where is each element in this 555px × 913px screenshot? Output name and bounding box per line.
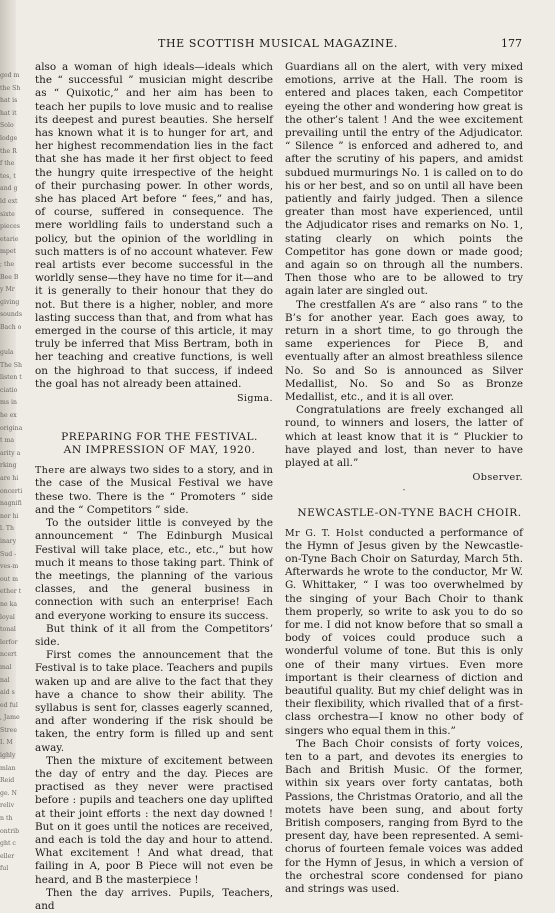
gutter-fragment: arity a bbox=[0, 449, 21, 457]
gutter-fragment: giving bbox=[0, 298, 20, 306]
gutter-fragment: he ex bbox=[0, 412, 17, 420]
gutter-fragment: , Jame bbox=[0, 714, 20, 722]
gutter-fragment: etarie bbox=[0, 235, 19, 243]
gutter-fragment: mlan bbox=[0, 764, 16, 772]
article-signature: Sigma. bbox=[236, 393, 273, 405]
gutter-fragment: listen t bbox=[0, 374, 22, 382]
gutter-fragment: gula bbox=[0, 349, 14, 357]
gutter-fragment bbox=[0, 334, 16, 347]
gutter-fragment: aid s bbox=[0, 689, 15, 697]
gutter-fragment: tes, t bbox=[0, 172, 16, 180]
gutter-fragment: ; the bbox=[0, 260, 15, 268]
festival-paragraph: Congratulations are freely exchanged all round, to winners and losers, the latter of which at least know that it is “ Pluckier to have played and lost, than never to have played at all.” bbox=[285, 404, 523, 470]
gutter-fragment: f the bbox=[0, 160, 15, 168]
gutter-fragment: sounds bbox=[0, 311, 23, 319]
gutter-fragment: tonal bbox=[0, 626, 16, 634]
gutter-fragment: the Sh bbox=[0, 84, 21, 92]
article-heading-festival: PREPARING FOR THE FESTIVAL. bbox=[61, 431, 258, 444]
festival-paragraph: The crestfallen A’s are “ also rans ” to the B’s for another year. Each goes away, to return in a short time, to go through the same experiences for Piece B, and eventually after an almost breathless silence No. So and So is announced as Silver Medallist, No. So and So as Bronze Medallist, etc., and it is all over. bbox=[285, 298, 523, 404]
lead-word: There bbox=[35, 465, 66, 477]
gutter-fragment: ne ka bbox=[0, 600, 18, 608]
gutter-fragment: Stree bbox=[0, 726, 18, 734]
gutter-fragment: ge. N bbox=[0, 789, 17, 797]
gutter-fragment: are hi bbox=[0, 475, 19, 482]
gutter-text-fragments bbox=[0, 70, 23, 889]
magazine-title: THE SCOTTISH MUSICAL MAGAZINE. bbox=[158, 37, 398, 50]
right-column bbox=[285, 61, 523, 896]
gutter-fragment: n th bbox=[0, 815, 13, 823]
article-signature: Observer. bbox=[472, 472, 523, 484]
gutter-fragment: ves-m bbox=[0, 563, 19, 571]
gutter-fragment: nagnifi bbox=[0, 500, 22, 508]
festival-paragraph: First comes the announcement that the Festival is to take place. Teachers and pupils waken up and are alive to the fact that they have a chance to show their ability. The syllabus is sent for, classes eagerly scanned, and after wondering if the risk should be taken, the entry form is filled up and sent away. bbox=[35, 649, 273, 754]
gutter-fragment: out m bbox=[0, 575, 19, 583]
festival-paragraph: Then the mixture of excitement between the day of entry and the day. Pieces are practised as they never were practised before : pupils and teachers one day uplifted at their joint efforts : the next day downed ! But on it goes until the notices are received, and each is told the day and hour to attend. What excitement ! And what dread, that failing in A, poor B Piece will not even be heard, and B the masterpiece ! bbox=[35, 754, 273, 886]
gutter-fragment: nal bbox=[0, 676, 10, 684]
gutter-fragment: ged m bbox=[0, 72, 20, 79]
adjacent-page-gutter bbox=[0, 0, 23, 873]
section-divider: - bbox=[402, 484, 406, 494]
gutter-fragment: pieces bbox=[0, 223, 20, 231]
gutter-fragment: ciatio bbox=[0, 386, 18, 394]
page-number: 177 bbox=[501, 37, 522, 50]
gutter-fragment: lerfor bbox=[0, 638, 18, 646]
gutter-fragment: sixte bbox=[0, 210, 15, 218]
gutter-fragment bbox=[0, 876, 16, 889]
gutter-fragment: ld ext bbox=[0, 197, 18, 205]
gutter-fragment: Solo bbox=[0, 122, 14, 130]
gutter-fragment: Bach o bbox=[0, 323, 22, 331]
gutter-fragment: hat is bbox=[0, 97, 18, 105]
gutter-fragment: ght c bbox=[0, 840, 16, 848]
gutter-fragment: hat it bbox=[0, 109, 17, 117]
gutter-fragment: lodge bbox=[0, 134, 18, 142]
gutter-fragment: mal bbox=[0, 663, 12, 671]
gutter-fragment: ncert bbox=[0, 651, 17, 659]
festival-paragraph: But think of it all from the Competitors’ side. bbox=[35, 622, 273, 648]
gutter-fragment: y Mr bbox=[0, 286, 15, 294]
gutter-fragment: The Sh bbox=[0, 361, 22, 369]
gutter-fragment: rking bbox=[0, 462, 17, 470]
gutter-fragment: t ma bbox=[0, 437, 15, 445]
article-subheading-festival: AN IMPRESSION OF MAY, 1920. bbox=[63, 444, 256, 457]
bach-choir-paragraph: The Bach Choir consists of forty voices, ten to a part, and devotes its energies to Bach and British Music. Of the former, within six years over forty cantatas, both Passions, the Christmas Oratorio, and all the motets have been sung, and about forty British composers, ranging from Byrd to the present day, have been represented. A semi-chorus of fourteen female voices was added for the Hymn of Jesus, in which a version of the orchestral score condensed for piano and strings was used. bbox=[285, 737, 523, 895]
gutter-fragment: loyal bbox=[0, 613, 15, 621]
festival-paragraph: Then the day arrives. Pupils, Teachers, and bbox=[35, 886, 273, 912]
bach-choir-paragraph: Mr G. T. Holst conducted a performance of the Hymn of Jesus given by the Newcastle-on-Tyne Bach Choir on Saturday, March 5th. Afterwards he wrote to the conductor, Mr W. G. Whittaker, “ I was too overwhelmed by the singing of your Bach Choir to thank them properly, so write to ask you to do so for me. I did not know before that so small a body of voices could produce such a wonderful volume of tone. But this is only one of their many virtues. Even more important is their clearness of diction and beautiful quality. But my chief delight was in their flexibility, which rivalled that of a first-class orchestra—I know no other body of singers who equal them in this.” bbox=[285, 526, 524, 737]
gutter-fragment: Reid bbox=[0, 777, 15, 785]
gutter-fragment: ed ful bbox=[0, 701, 18, 709]
article-heading-bach-choir: NEWCASTLE-ON-TYNE BACH CHOIR. bbox=[297, 506, 522, 519]
gutter-fragment: inary bbox=[0, 537, 17, 545]
gutter-fragment: reliv bbox=[0, 802, 15, 810]
running-header bbox=[34, 37, 522, 53]
article-continuation-paragraph: also a woman of high ideals—ideals which the “ successful ” musician might describe as “ Quixotic,” and her aim has been to teach her pupils to love music and to realise its deepest and purest beauties. She herself has known what it is to hunger for art, and her highest recommendation lies in the fact that she has made it her first object to feed the hungry quite irrespective of the height of their purchasing power. In other words, she has placed Art before “ fees,” and has, of course, suffered in consequence. The mere worldling fails to understand such a policy, but the opinion of the worldling in such matters is of no account whatever. Few real artists ever become successful in the worldly sense—they have no time for it—and it is generally to their honour that they do not. But there is a higher, nobler, and more lasting success than that, and from what has emerged in the course of this article, it may truly be inferred that Miss Bertram, both in her teaching and creative functions, is well on the highroad to that success, if indeed the goal has not already been attained. bbox=[35, 61, 273, 390]
gutter-fragment: eller bbox=[0, 852, 15, 860]
gutter-fragment: ful bbox=[0, 865, 9, 873]
festival-paragraph: There are always two sides to a story, and in the case of the Musical Festival we have these two. There is the “ Promoters ” side and the “ Competitors ” side. bbox=[35, 464, 273, 516]
gutter-fragment: oncerti bbox=[0, 487, 23, 495]
gutter-fragment: l. Th bbox=[0, 525, 15, 533]
gutter-fragment: I. M bbox=[0, 739, 13, 747]
gutter-fragment: Bee B bbox=[0, 273, 19, 281]
gutter-fragment: ighly bbox=[0, 752, 16, 760]
gutter-fragment: Sud - bbox=[0, 550, 17, 558]
gutter-fragment: mpet bbox=[0, 248, 16, 256]
festival-paragraph: To the outsider little is conveyed by the announcement “ The Edinburgh Musical Festival will take place, etc., etc.,” but how much it means to those taking part. Think of the meetings, the planning of the various classes, and the general business in connection with such an enterprise! Each and everyone working to ensure its success. bbox=[35, 517, 273, 622]
gutter-fragment: the R bbox=[0, 147, 17, 155]
gutter-fragment: ontrib bbox=[0, 827, 20, 835]
festival-continuation-paragraph: Guardians all on the alert, with very mixed emotions, arrive at the Hall. The room is entered and places taken, each Competitor eyeing the other and wondering how great is the other’s talent ! And the wee excitement prevailing until the entry of the Adjudicator. “ Silence ” is enforced and adhered to, and after the scrutiny of his papers, and amidst subdued murmurings No. 1 is called on to do his or her best, and so on until all have been patiently and fairly judged. Then a silence greater than most have experienced, until the Adjudicator rises and remarks on No. 1, stating clearly on which points the Competitor has gone down or made good; and again so on through all the numbers. Then those who are to be allowed to try again later are singled out. bbox=[285, 61, 523, 298]
lead-name: Mr G. T. Holst bbox=[285, 527, 364, 539]
gutter-fragment: ether t bbox=[0, 588, 22, 596]
left-column bbox=[35, 61, 273, 913]
gutter-fragment: ner hi bbox=[0, 512, 19, 520]
gutter-fragment: and g bbox=[0, 185, 18, 193]
gutter-fragment: ms in bbox=[0, 399, 17, 407]
gutter-fragment: origina bbox=[0, 424, 23, 432]
